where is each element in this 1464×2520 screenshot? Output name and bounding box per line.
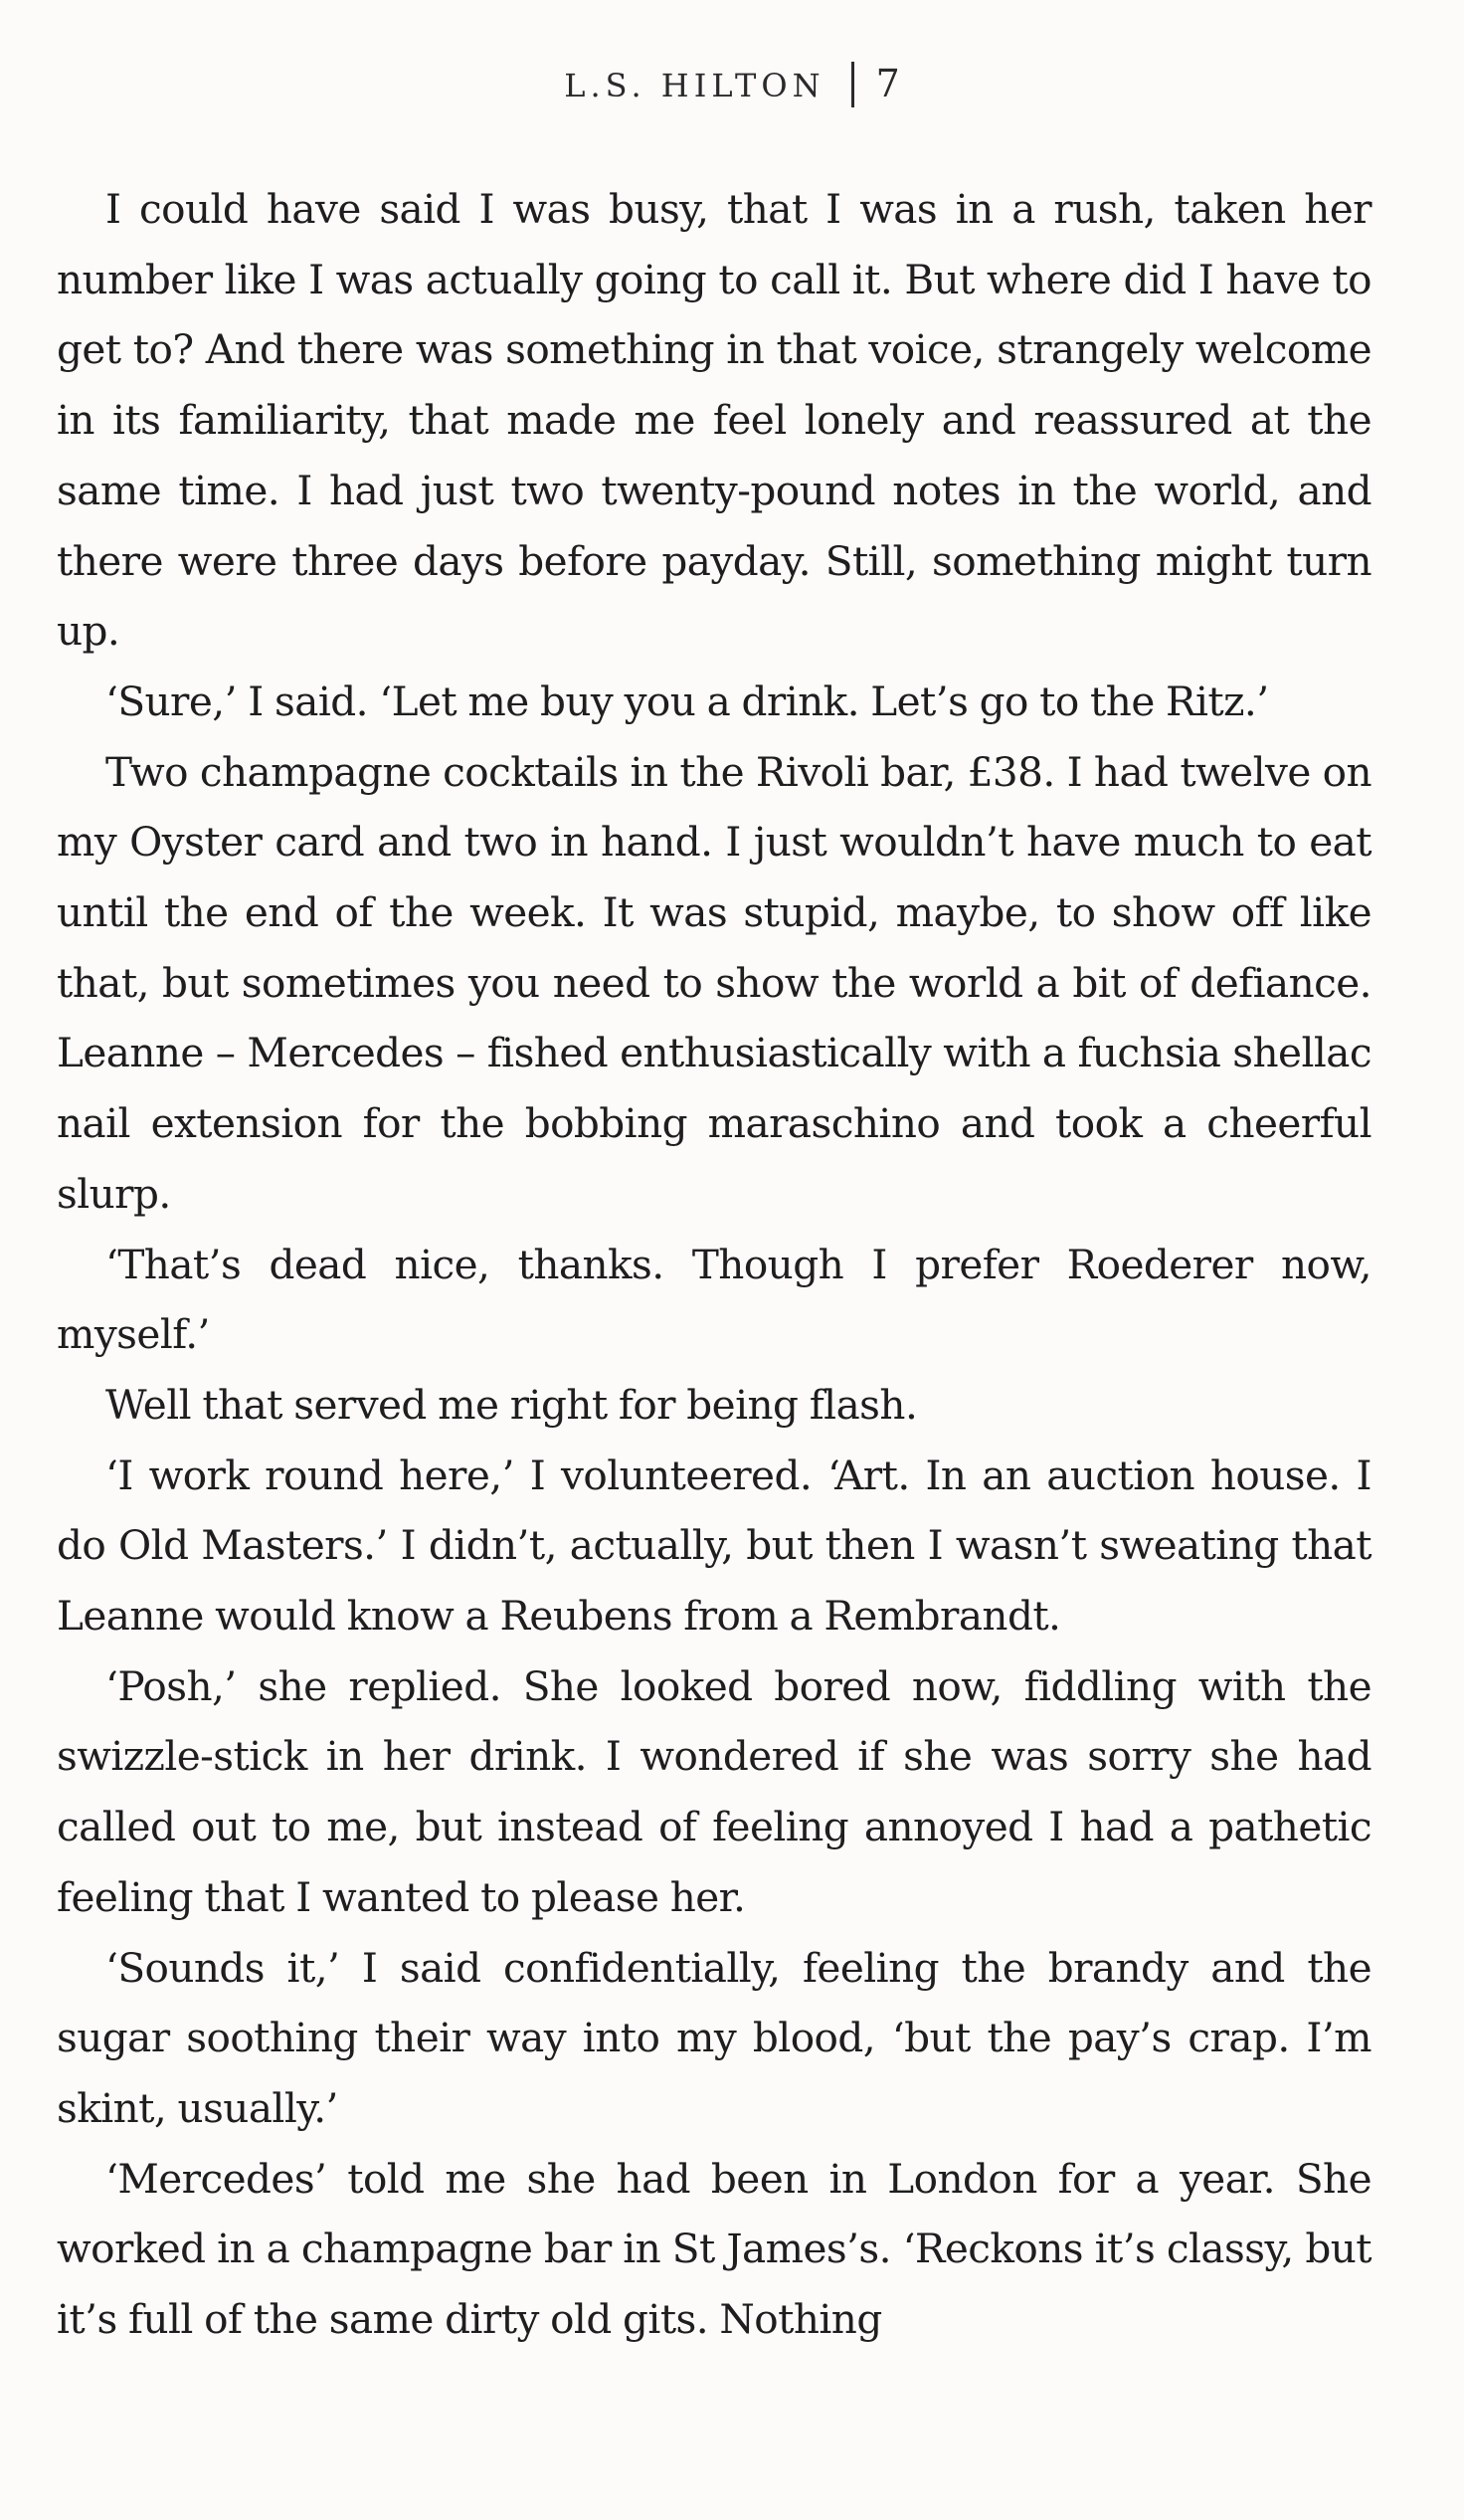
paragraph: Two champagne cocktails in the Rivoli bar, £38. I had twelve on my Oyster card and two in hand. I just wouldn’t have much to eat until the end of the week. It was stupid, maybe, to show off like that, but sometimes you need to show the world a bit of defiance. Leanne – Mercedes – fished enthusiastically with a fuchsia shellac nail extension for the bobbing maraschino and took a cheerful slurp. bbox=[57, 747, 1372, 1218]
paragraph: ‘That’s dead nice, thanks. Though I prefer Roederer now, myself.’ bbox=[57, 1240, 1372, 1359]
paragraph: I could have said I was busy, that I was in a rush, taken her number like I was actually going to call it. But where did I have to get to? And there was something in that voice, strangely welcome in its familiarity, that made me feel lonely and reassured at the same time. I had just two twenty-pound notes in the world, and there were three days before payday. Still, something might turn up. bbox=[57, 185, 1372, 656]
running-header bbox=[0, 60, 1464, 110]
paragraph: ‘Sure,’ I said. ‘Let me buy you a drink. Let’s go to the Ritz.’ bbox=[105, 677, 1269, 725]
page-number: 7 bbox=[875, 62, 900, 105]
paragraph: Well that served me right for being flash. bbox=[105, 1380, 918, 1429]
paragraph: ‘Posh,’ she replied. She looked bored now, fiddling with the swizzle-stick in her drink. I wondered if she was sorry she had called out to me, but instead of feeling annoyed I had a pathetic feeling that I wanted to please her. bbox=[57, 1661, 1372, 1921]
body-text bbox=[57, 174, 1372, 2355]
header-separator bbox=[851, 62, 854, 107]
author-name: L.S. HILTON bbox=[564, 67, 825, 104]
paragraph: ‘I work round here,’ I volunteered. ‘Art. In an auction house. I do Old Masters.’ I didn’t, actually, but then I wasn’t sweating that Leanne would know a Reubens from a Rembrandt. bbox=[57, 1451, 1372, 1641]
paragraph: ‘Sounds it,’ I said confidentially, feeling the brandy and the sugar soothing their way into my blood, ‘but the pay’s crap. I’m skint, usually.’ bbox=[57, 1943, 1372, 2132]
paragraph: ‘Mercedes’ told me she had been in London for a year. She worked in a champagne bar in St James’s. ‘Reckons it’s classy, but it’s full of the same dirty old gits. Nothing bbox=[57, 2154, 1372, 2344]
